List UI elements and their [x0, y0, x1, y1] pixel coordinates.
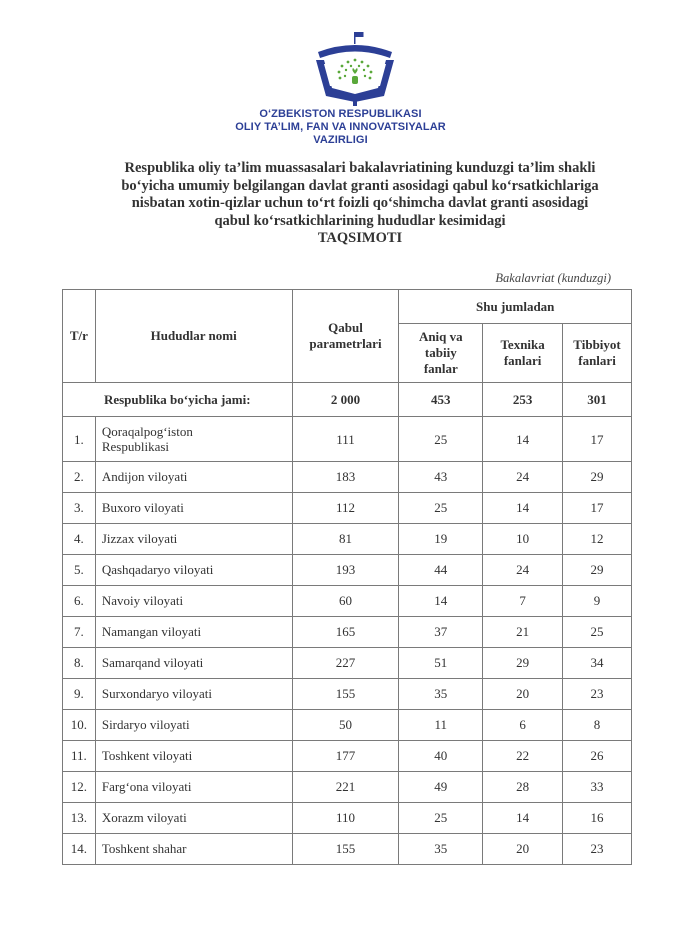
quota-value: 112 — [292, 493, 399, 524]
ministry-line: VAZIRLIGI — [313, 134, 368, 146]
col-header-medical: Tibbiyot fanlari — [563, 324, 632, 383]
row-number: 3. — [63, 493, 96, 524]
medical-value: 23 — [563, 834, 632, 865]
row-number: 14. — [63, 834, 96, 865]
title-line: bo‘yicha umumiy belgilangan davlat granti asosidagi qabul ko‘rsatkichlariga — [121, 177, 599, 194]
table-row — [63, 555, 632, 586]
technical-value: 10 — [483, 524, 563, 555]
technical-value: 20 — [483, 834, 563, 865]
quota-value: 50 — [292, 710, 399, 741]
technical-value: 24 — [483, 555, 563, 586]
document-subtitle: Bakalavriat (kunduzgi) — [495, 271, 611, 285]
quota-value: 155 — [292, 834, 399, 865]
medical-value: 9 — [563, 586, 632, 617]
ministry-emblem-icon — [310, 30, 400, 108]
region-name: Qoraqalpog‘iston Respublikasi — [95, 417, 292, 462]
row-number: 2. — [63, 462, 96, 493]
natural-value: 25 — [399, 417, 483, 462]
region-name: Samarqand viloyati — [95, 648, 292, 679]
table-row — [63, 493, 632, 524]
natural-value: 14 — [399, 586, 483, 617]
quota-value: 165 — [292, 617, 399, 648]
technical-value: 29 — [483, 648, 563, 679]
technical-value: 7 — [483, 586, 563, 617]
table-row — [63, 679, 632, 710]
technical-value: 6 — [483, 710, 563, 741]
table-row — [63, 417, 632, 462]
natural-value: 25 — [399, 803, 483, 834]
title-line: qabul ko‘rsatkichlarining hududlar kesimidagi — [214, 212, 506, 229]
row-number: 9. — [63, 679, 96, 710]
natural-value: 51 — [399, 648, 483, 679]
medical-value: 33 — [563, 772, 632, 803]
title-line: nisbatan xotin-qizlar uchun to‘rt foizli qo‘shimcha davlat granti asosidagi — [131, 195, 589, 211]
total-label: Respublika bo‘yicha jami: — [63, 383, 293, 417]
table-row — [63, 648, 632, 679]
technical-value: 14 — [483, 417, 563, 462]
region-name: Buxoro viloyati — [95, 493, 292, 524]
technical-value: 28 — [483, 772, 563, 803]
row-number: 13. — [63, 803, 96, 834]
quota-table — [62, 289, 632, 865]
natural-value: 35 — [399, 834, 483, 865]
quota-value: 111 — [292, 417, 399, 462]
ministry-line: OLIY TA’LIM, FAN VA INNOVATSIYALAR — [235, 121, 446, 133]
region-name: Qashqadaryo viloyati — [95, 555, 292, 586]
row-number: 12. — [63, 772, 96, 803]
medical-value: 34 — [563, 648, 632, 679]
technical-value: 22 — [483, 741, 563, 772]
ministry-line: O‘ZBEKISTON RESPUBLIKASI — [259, 108, 422, 120]
technical-value: 24 — [483, 462, 563, 493]
total-quota: 2 000 — [292, 383, 399, 417]
medical-value: 29 — [563, 462, 632, 493]
table-row — [63, 803, 632, 834]
row-number: 7. — [63, 617, 96, 648]
table-row — [63, 462, 632, 493]
quota-value: 155 — [292, 679, 399, 710]
table-row — [63, 772, 632, 803]
natural-value: 35 — [399, 679, 483, 710]
medical-value: 25 — [563, 617, 632, 648]
row-number: 4. — [63, 524, 96, 555]
title-line: Respublika oliy ta’lim muassasalari bakalavriatining kunduzgi ta’lim shakli — [124, 160, 596, 176]
region-name: Andijon viloyati — [95, 462, 292, 493]
medical-value: 17 — [563, 417, 632, 462]
medical-value: 23 — [563, 679, 632, 710]
row-number: 11. — [63, 741, 96, 772]
natural-value: 49 — [399, 772, 483, 803]
quota-value: 81 — [292, 524, 399, 555]
quota-value: 193 — [292, 555, 399, 586]
region-name: Toshkent shahar — [95, 834, 292, 865]
total-technical: 253 — [483, 383, 563, 417]
quota-value: 227 — [292, 648, 399, 679]
technical-value: 20 — [483, 679, 563, 710]
col-header-natural: Aniq va tabiiy fanlar — [399, 324, 483, 383]
total-row — [63, 383, 632, 417]
natural-value: 25 — [399, 493, 483, 524]
quota-value: 221 — [292, 772, 399, 803]
natural-value: 11 — [399, 710, 483, 741]
ministry-name — [0, 108, 681, 147]
table-row — [63, 524, 632, 555]
document-title — [80, 160, 640, 248]
natural-value: 37 — [399, 617, 483, 648]
col-header-region: Hududlar nomi — [95, 290, 292, 383]
technical-value: 14 — [483, 803, 563, 834]
region-name: Navoiy viloyati — [95, 586, 292, 617]
table-row — [63, 834, 632, 865]
medical-value: 29 — [563, 555, 632, 586]
natural-value: 40 — [399, 741, 483, 772]
natural-value: 43 — [399, 462, 483, 493]
region-name: Sirdaryo viloyati — [95, 710, 292, 741]
quota-value: 177 — [292, 741, 399, 772]
col-header-group: Shu jumladan — [399, 290, 632, 324]
medical-value: 12 — [563, 524, 632, 555]
region-name: Namangan viloyati — [95, 617, 292, 648]
table-row — [63, 586, 632, 617]
quota-value: 60 — [292, 586, 399, 617]
region-name: Jizzax viloyati — [95, 524, 292, 555]
row-number: 10. — [63, 710, 96, 741]
table-row — [63, 710, 632, 741]
region-name: Surxondaryo viloyati — [95, 679, 292, 710]
table-row — [63, 741, 632, 772]
header-row — [63, 290, 632, 324]
quota-value: 110 — [292, 803, 399, 834]
row-number: 1. — [63, 417, 96, 462]
region-name: Farg‘ona viloyati — [95, 772, 292, 803]
medical-value: 26 — [563, 741, 632, 772]
total-natural: 453 — [399, 383, 483, 417]
title-line: TAQSIMOTI — [317, 230, 403, 246]
medical-value: 16 — [563, 803, 632, 834]
region-name: Toshkent viloyati — [95, 741, 292, 772]
natural-value: 19 — [399, 524, 483, 555]
row-number: 8. — [63, 648, 96, 679]
technical-value: 21 — [483, 617, 563, 648]
medical-value: 8 — [563, 710, 632, 741]
natural-value: 44 — [399, 555, 483, 586]
technical-value: 14 — [483, 493, 563, 524]
col-header-quota: Qabul parametrlari — [292, 290, 399, 383]
row-number: 6. — [63, 586, 96, 617]
col-header-tr: T/r — [63, 290, 96, 383]
row-number: 5. — [63, 555, 96, 586]
region-name: Xorazm viloyati — [95, 803, 292, 834]
total-medical: 301 — [563, 383, 632, 417]
table-row — [63, 617, 632, 648]
col-header-technical: Texnika fanlari — [483, 324, 563, 383]
quota-value: 183 — [292, 462, 399, 493]
medical-value: 17 — [563, 493, 632, 524]
